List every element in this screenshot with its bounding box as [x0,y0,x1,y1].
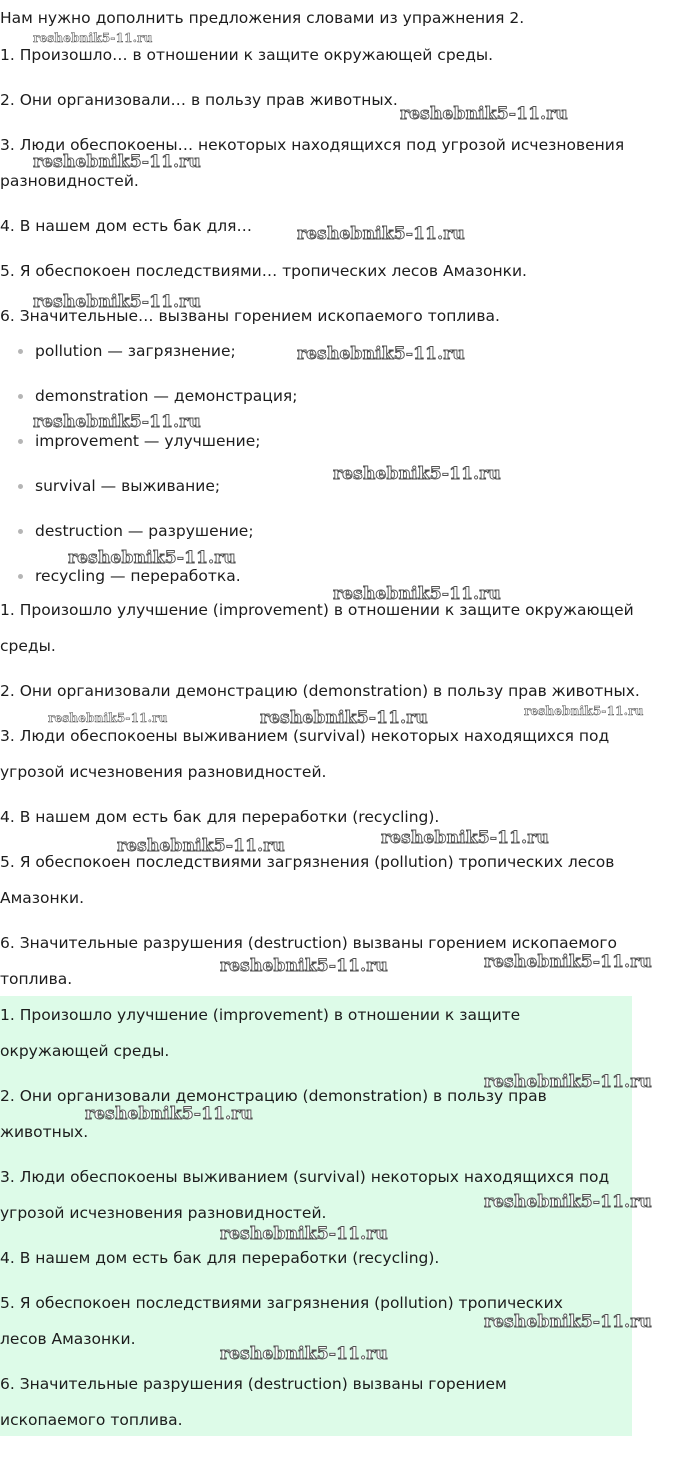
watermark: reshebnik5-11.ru [33,292,201,312]
watermark: reshebnik5-11.ru [400,104,568,124]
watermark: reshebnik5-11.ru [33,31,153,45]
watermark: reshebnik5-11.ru [484,952,652,972]
task-sentence-6: 6. Значительные… вызваны горением ископаемого топлива. [0,307,500,325]
watermark: reshebnik5-11.ru [33,152,201,172]
answer-5: 5. Я обеспокоен последствиями загрязнения (pollution) тропических лесов [0,853,615,871]
watermark: reshebnik5-11.ru [33,412,201,432]
answer-6-cont: топлива. [0,970,73,988]
final-answer-3-cont: угрозой исчезновения разновидностей. [0,1204,327,1222]
watermark: reshebnik5-11.ru [333,584,501,604]
task-sentence-1: 1. Произошло… в отношении к защите окружающей среды. [0,46,494,64]
watermark: reshebnik5-11.ru [220,956,388,976]
bullet-icon [18,529,23,534]
final-answer-1-cont: окружающей среды. [0,1042,170,1060]
watermark: reshebnik5-11.ru [117,836,285,856]
final-answer-2-cont: животных. [0,1123,89,1141]
task-sentence-4: 4. В нашем дом есть бак для… [0,217,253,235]
watermark: reshebnik5-11.ru [333,464,501,484]
final-answer-2: 2. Они организовали демонстрацию (demonstration) в пользу прав [0,1087,547,1105]
answer-4: 4. В нашем дом есть бак для переработки (recycling). [0,808,440,826]
final-answer-5: 5. Я обеспокоен последствиями загрязнения (pollution) тропических [0,1294,563,1312]
task-sentence-3: 3. Люди обеспокоены… некоторых находящихся под угрозой исчезновения [0,136,625,154]
answer-6: 6. Значительные разрушения (destruction) вызваны горением ископаемого [0,934,618,952]
watermark: reshebnik5-11.ru [381,828,549,848]
bullet-icon [18,349,23,354]
watermark: reshebnik5-11.ru [484,1192,652,1212]
bullet-icon [18,439,23,444]
bullet-icon [18,394,23,399]
watermark: reshebnik5-11.ru [260,708,428,728]
final-answer-6: 6. Значительные разрушения (destruction) вызваны горением [0,1375,507,1393]
final-answer-1: 1. Произошло улучшение (improvement) в отношении к защите [0,1006,521,1024]
answer-3-cont: угрозой исчезновения разновидностей. [0,763,327,781]
page-content: Нам нужно дополнить предложения словами из упражнения 2. 1. Произошло… в отношении к защите окружающей среды. 2. Они организовали… в пользу прав животных. 3. Люди обеспокоены… некоторых находящихся под угрозой исчезновения разновидностей. 4. В нашем дом есть бак для… 5. Я обеспокоен последствиями… тропических лесов Амазонки. 6. Значительные… вызваны горением ископаемого топлива. pollution — загрязнение; demonstration — демонстрация; improvement — улучшение; survival — выживание; destruction — разрушение; recycling — переработка. 1. Произошло улучшение (improvement) в отношении к защите окружающей среды. 2. Они организовали демонстрацию (demonstration) в пользу прав животных. 3. Люди обеспокоены выживанием (survival) некоторых находящихся под угрозой исчезновения разновидностей. 4. В нашем дом есть бак для переработки (recycling). 5. Я обеспокоен последствиями загрязнения (pollution) тропических лесов Амазонки. 6. Значительные разрушения (destruction) вызваны горением ископаемого топлива. 1. Произошло улучшение (improvement) в отношении к защите окружающей среды. 2. Они организовали демонстрацию (demonstration) в пользу прав животных. 3. Люди обеспокоены выживанием (survival) некоторых находящихся под угрозой исчезновения разновидностей. 4. В нашем дом есть бак для переработки (recycling). 5. Я обеспокоен последствиями загрязнения (pollution) тропических лесов Амазонки. 6. Значительные разрушения (destruction) вызваны горением ископаемого топлива. reshebnik5-11.ru reshebnik5-11.ru reshebnik5-11.ru reshebnik5-11.ru reshebnik5-11.ru reshebnik5-11.ru reshebnik5-11.ru reshebnik5-11.ru reshebnik5-11.ru reshebnik5-11.ru reshebnik5-11.ru reshebnik5-11.ru reshebnik5-11.ru reshebnik5-11.ru reshebnik5-11.ru reshebnik5-11.ru reshebnik5-11.ru reshebnik5-11.ru reshebnik5-11.ru reshebnik5-11.ru reshebnik5-11.ru reshebnik5-11.ru reshebnik5-11.ru [0,0,680,1469]
watermark: reshebnik5-11.ru [297,344,465,364]
answer-3: 3. Люди обеспокоены выживанием (survival) некоторых находящихся под [0,727,610,745]
answer-2: 2. Они организовали демонстрацию (demonstration) в пользу прав животных. [0,682,640,700]
task-sentence-2: 2. Они организовали… в пользу прав животных. [0,91,398,109]
watermark: reshebnik5-11.ru [220,1224,388,1244]
answer-1-cont: среды. [0,637,56,655]
watermark: reshebnik5-11.ru [297,224,465,244]
bullet-icon [18,574,23,579]
final-answer-6-cont: ископаемого топлива. [0,1411,183,1429]
final-answer-5-cont: лесов Амазонки. [0,1330,136,1348]
task-sentence-3-cont: разновидностей. [0,172,139,190]
watermark: reshebnik5-11.ru [524,704,644,718]
watermark: reshebnik5-11.ru [48,711,168,725]
bullet-icon [18,484,23,489]
answer-5-cont: Амазонки. [0,889,85,907]
task-intro: Нам нужно дополнить предложения словами из упражнения 2. [0,9,525,27]
answer-1: 1. Произошло улучшение (improvement) в отношении к защите окружающей [0,601,634,619]
watermark: reshebnik5-11.ru [484,1312,652,1332]
final-answer-3: 3. Люди обеспокоены выживанием (survival) некоторых находящихся под [0,1168,610,1186]
watermark: reshebnik5-11.ru [220,1344,388,1364]
final-answer-4: 4. В нашем дом есть бак для переработки (recycling). [0,1249,440,1267]
task-sentence-5: 5. Я обеспокоен последствиями… тропических лесов Амазонки. [0,262,527,280]
watermark: reshebnik5-11.ru [85,1104,253,1124]
watermark: reshebnik5-11.ru [68,548,236,568]
watermark: reshebnik5-11.ru [484,1072,652,1092]
